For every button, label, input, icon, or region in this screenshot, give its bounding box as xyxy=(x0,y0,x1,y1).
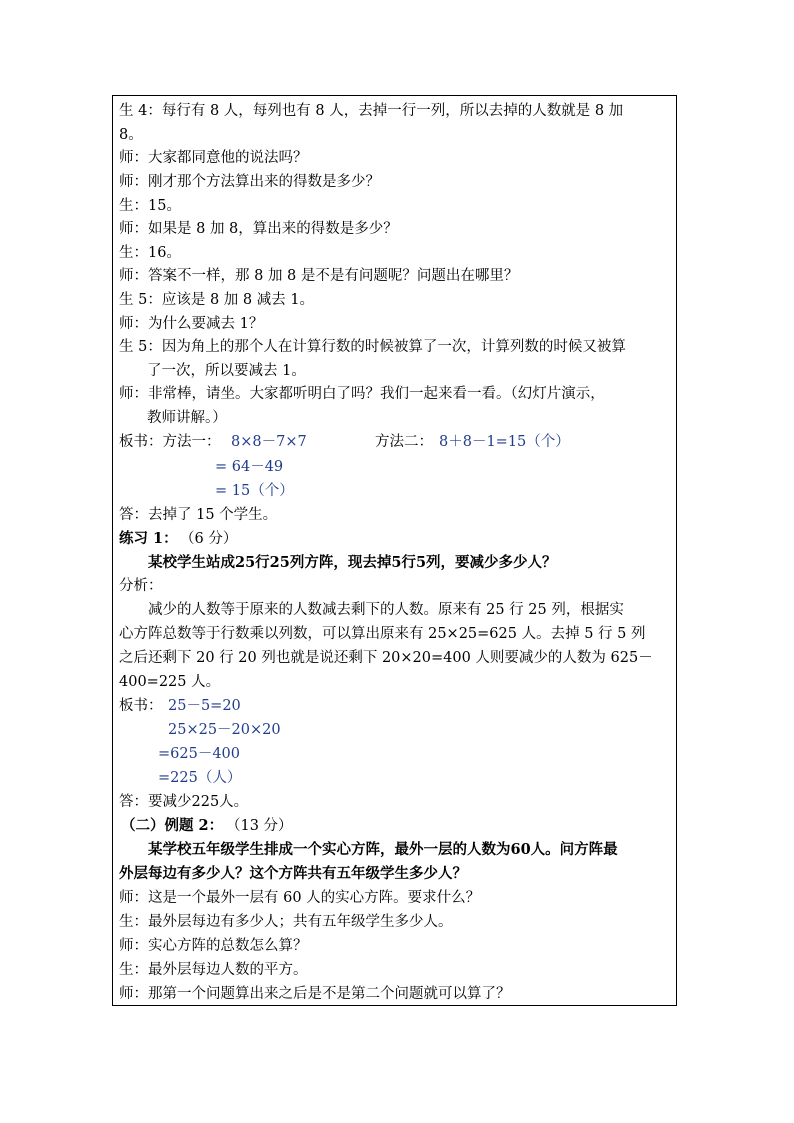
formula: =225（人） xyxy=(158,770,242,786)
example-heading: （二）例题 2： xyxy=(121,817,224,834)
text-line: 生：15。 xyxy=(119,198,181,214)
text-line: 师：刚才那个方法算出来的得数是多少？ xyxy=(119,174,380,190)
score-note: （6 分） xyxy=(180,531,238,547)
text-line: 8。 xyxy=(119,127,143,143)
text-line: 答：要减少225人。 xyxy=(119,794,249,810)
text-line: 师：那第一个问题算出来之后是不是第二个问题就可以算了？ xyxy=(119,986,511,1002)
text-line: 师：这是一个最外一层有 60 人的实心方阵。要求什么？ xyxy=(119,890,481,906)
text-line: 生：最外层每边有多少人；共有五年级学生多少人。 xyxy=(119,914,453,930)
text-line: 教师讲解。） xyxy=(147,410,227,426)
formula: 25－5=20 xyxy=(168,698,241,714)
formula: = 15（个） xyxy=(215,483,294,499)
text-line: 师：答案不一样，那 8 加 8 是不是有问题呢？问题出在哪里？ xyxy=(119,268,519,284)
formula: =625－400 xyxy=(158,746,241,762)
exercise-heading: 练习 1： xyxy=(119,530,178,547)
text-line: 生 4：每行有 8 人，每列也有 8 人，去掉一行一列，所以去掉的人数就是 8 加 xyxy=(119,103,624,119)
problem-statement: 某学校五年级学生排成一个实心方阵，最外一层的人数为60人。问方阵最 xyxy=(148,841,618,858)
formula: 25×25－20×20 xyxy=(168,722,281,738)
text-line: 分析： xyxy=(119,578,163,594)
text-line: 师：如果是 8 加 8，算出来的得数是多少？ xyxy=(119,221,398,237)
text-line: 师：大家都同意他的说法吗？ xyxy=(119,150,308,166)
formula: 8×8－7×7 xyxy=(231,434,307,450)
text-line: 减少的人数等于原来的人数减去剩下的人数。原来有 25 行 25 列，根据实 xyxy=(148,602,624,618)
score-note: （13 分） xyxy=(226,818,293,834)
problem-statement: 某校学生站成25行25列方阵，现去掉5行5列，要减少多少人？ xyxy=(148,554,557,571)
formula: 8＋8－1=15（个） xyxy=(439,434,570,450)
method-two-label: 方法二： xyxy=(375,434,433,450)
text-line: 了一次，所以要减去 1。 xyxy=(147,363,306,379)
board-label: 板书：方法一： xyxy=(119,434,221,450)
text-line: 生：16。 xyxy=(119,245,181,261)
text-line: 之后还剩下 20 行 20 列也就是说还剩下 20×20=400 人则要减少的人数为 625－ xyxy=(119,650,653,666)
formula: = 64－49 xyxy=(215,459,284,475)
text-line: 心方阵总数等于行数乘以列数，可以算出原来有 25×25=625 人。去掉 5 行 5 列 xyxy=(119,626,646,642)
text-line: 生：最外层每边人数的平方。 xyxy=(119,962,308,978)
text-line: 师：为什么要减去 1？ xyxy=(119,316,264,332)
problem-statement: 外层每边有多少人？这个方阵共有五年级学生多少人？ xyxy=(119,865,467,882)
text-line: 400=225 人。 xyxy=(119,674,221,690)
text-line: 师：非常棒，请坐。大家都听明白了吗？我们一起来看一看。（幻灯片演示， xyxy=(119,386,605,402)
board-label: 板书： xyxy=(119,698,163,714)
text-line: 生 5：应该是 8 加 8 减去 1。 xyxy=(119,292,315,308)
text-line: 师：实心方阵的总数怎么算？ xyxy=(119,938,308,954)
text-line: 生 5：因为角上的那个人在计算行数的时候被算了一次，计算列数的时候又被算 xyxy=(119,339,626,355)
text-line: 答：去掉了 15 个学生。 xyxy=(119,507,278,523)
